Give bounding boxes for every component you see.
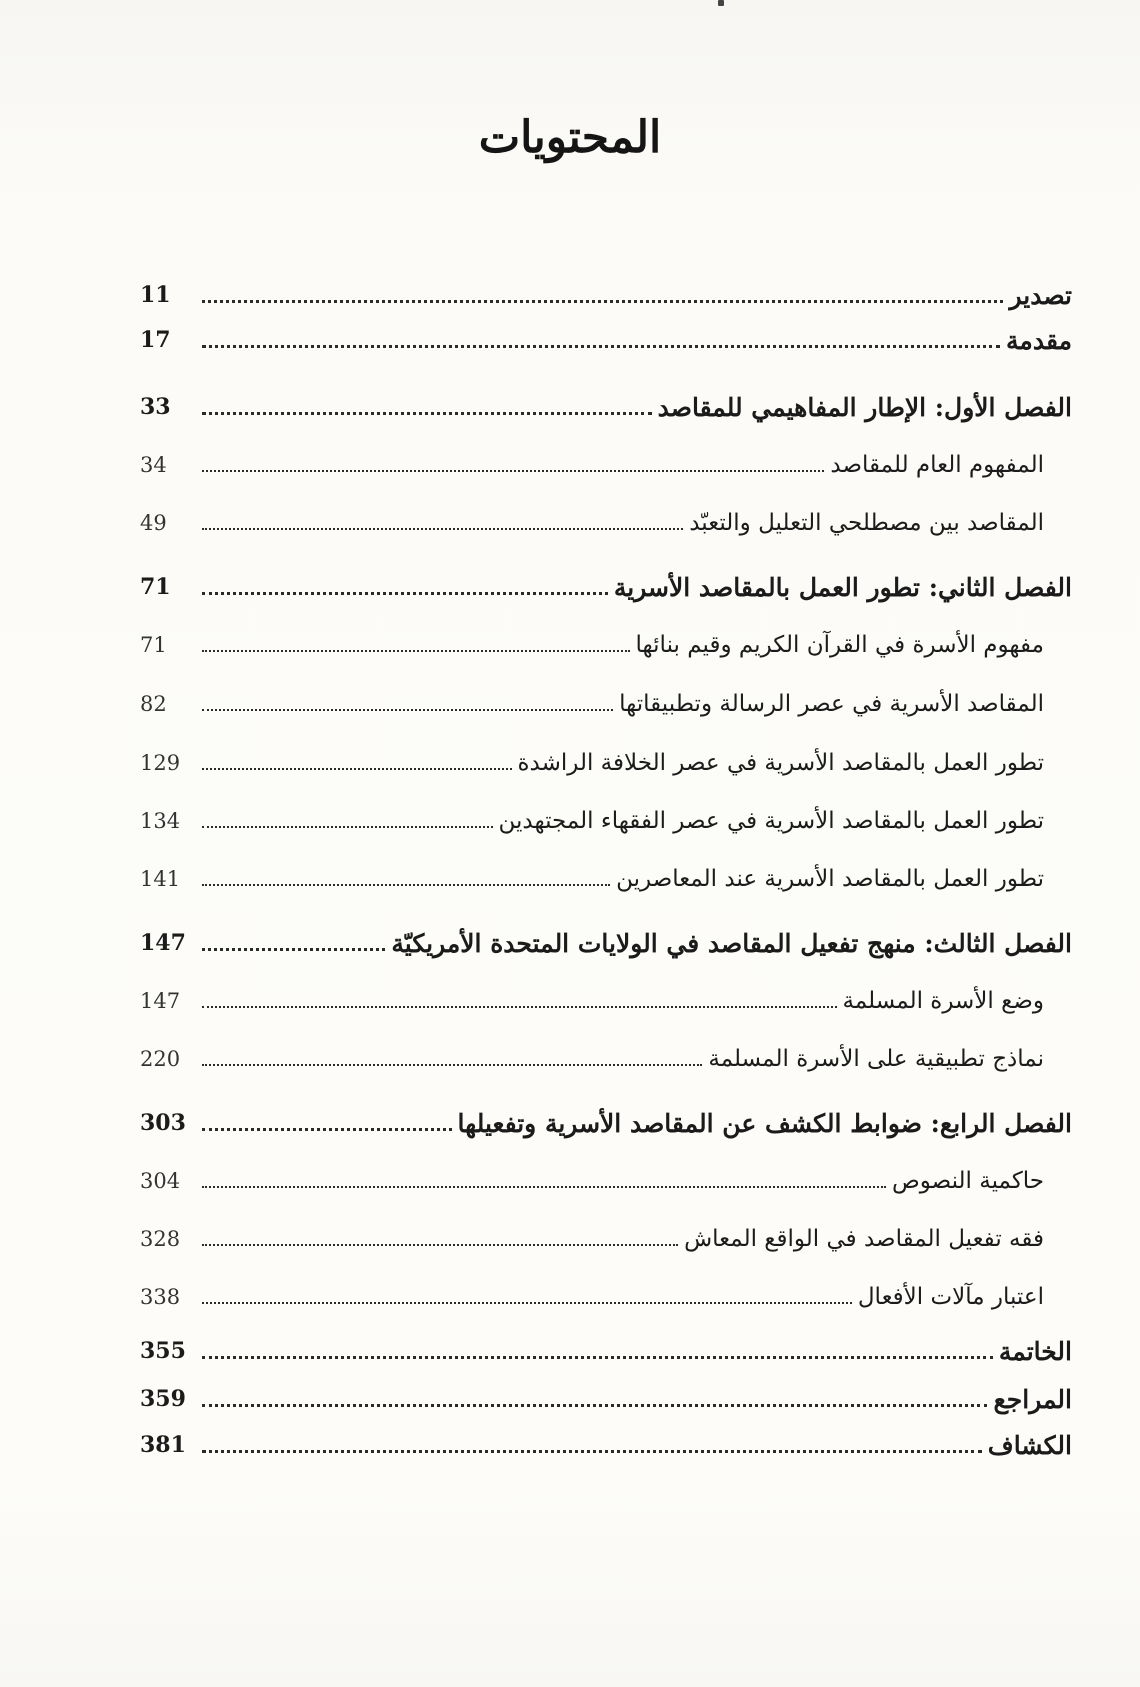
toc-entry-label: الفصل الرابع: ضوابط الكشف عن المقاصد الأسرية وتفعيلها [457, 1108, 1072, 1138]
toc-entry-label: تطور العمل بالمقاصد الأسرية عند المعاصرين [616, 866, 1044, 892]
toc-entry [140, 1428, 1072, 1462]
toc-entry [140, 862, 1072, 896]
toc-page-number: 141 [140, 867, 181, 891]
toc-entry-label: نماذج تطبيقية على الأسرة المسلمة [708, 1046, 1044, 1072]
toc-entry [140, 984, 1072, 1018]
toc-entry-label: اعتبار مآلات الأفعال [857, 1284, 1044, 1310]
toc-entry-label: الفصل الثالث: منهج تفعيل المقاصد في الولايات المتحدة الأمريكيّة [391, 928, 1072, 958]
toc-entry-label: تصدير [1009, 280, 1072, 310]
toc-entry [140, 804, 1072, 838]
toc-page-number: 129 [140, 751, 181, 775]
toc-entry-label: الفصل الثاني: تطور العمل بالمقاصد الأسرية [613, 572, 1072, 602]
toc-entry [140, 746, 1072, 780]
dot-leader [202, 1186, 886, 1188]
toc-entry-label: الخاتمة [998, 1336, 1072, 1366]
toc-page-number: 338 [140, 1285, 181, 1309]
dot-leader [202, 768, 512, 770]
toc-entry [140, 1222, 1072, 1256]
dot-leader [202, 709, 613, 711]
toc-entry [140, 926, 1072, 960]
toc-page-number: 381 [140, 1432, 186, 1458]
toc-entry-label: مفهوم الأسرة في القرآن الكريم وقيم بنائها [635, 632, 1044, 658]
toc-page-number: 220 [140, 1047, 181, 1071]
toc-entry-label: مقدمة [1006, 325, 1072, 355]
toc-entry-label: المفهوم العام للمقاصد [830, 452, 1044, 478]
toc-entry-label: فقه تفعيل المقاصد في الواقع المعاش [684, 1226, 1044, 1252]
toc-page-number: 11 [140, 282, 171, 308]
toc-page-number: 82 [140, 692, 167, 716]
toc-page-number: 359 [140, 1386, 186, 1412]
toc-page-number: 33 [140, 394, 171, 420]
toc-page-number: 328 [140, 1227, 181, 1251]
dot-leader [202, 1404, 987, 1407]
toc-entry [140, 448, 1072, 482]
toc-page-number: 304 [140, 1169, 181, 1193]
toc-entry [140, 1106, 1072, 1140]
toc-entry [140, 628, 1072, 662]
toc-entry [140, 278, 1072, 312]
toc-entry-label: المقاصد الأسرية في عصر الرسالة وتطبيقاتها [619, 691, 1044, 717]
toc-entry [140, 1334, 1072, 1368]
toc-entry [140, 506, 1072, 540]
dot-leader [202, 592, 608, 595]
dot-leader [202, 1128, 452, 1131]
toc-page-number: 34 [140, 453, 167, 477]
toc-entry [140, 323, 1072, 357]
dot-leader [202, 528, 683, 530]
toc-entry [140, 1382, 1072, 1416]
dot-leader [202, 345, 1000, 348]
dot-leader [202, 1244, 678, 1246]
toc-entry [140, 1280, 1072, 1314]
toc-page-number: 134 [140, 809, 181, 833]
dot-leader [202, 300, 1003, 303]
toc-entry-label: تطور العمل بالمقاصد الأسرية في عصر الفقهاء المجتهدين [498, 808, 1044, 834]
toc-entry [140, 1042, 1072, 1076]
toc-page-number: 71 [140, 633, 167, 657]
toc-page-number: 147 [140, 930, 186, 956]
toc-entry-label: تطور العمل بالمقاصد الأسرية في عصر الخلافة الراشدة [517, 750, 1044, 776]
toc-page-number: 71 [140, 574, 171, 600]
toc-entry [140, 390, 1072, 424]
toc-entry-label: وضع الأسرة المسلمة [842, 988, 1044, 1014]
dot-leader [202, 470, 824, 472]
dot-leader [202, 826, 493, 828]
dot-leader [202, 884, 610, 886]
dot-leader [202, 412, 652, 415]
toc-entry-label: حاكمية النصوص [891, 1168, 1044, 1194]
toc-page-number: 17 [140, 327, 171, 353]
toc-entry [140, 1164, 1072, 1198]
toc-entry-label: الكشاف [987, 1430, 1072, 1460]
toc-entry-label: الفصل الأول: الإطار المفاهيمي للمقاصد [657, 392, 1072, 422]
toc-page-number: 303 [140, 1110, 186, 1136]
dot-leader [202, 1064, 702, 1066]
toc-page-number: 355 [140, 1338, 186, 1364]
toc-entry-label: المراجع [993, 1384, 1072, 1414]
dot-leader [202, 1356, 993, 1359]
toc-entry [140, 570, 1072, 604]
dot-leader [202, 1302, 852, 1304]
dot-leader [202, 1006, 837, 1008]
toc-page-number: 147 [140, 989, 181, 1013]
dot-leader [202, 1450, 982, 1453]
toc-entry-label: المقاصد بين مصطلحي التعليل والتعبّد [689, 510, 1044, 536]
dot-leader [202, 948, 385, 951]
page-title: المحتويات [478, 112, 662, 163]
toc-entry [140, 687, 1072, 721]
dot-leader [202, 650, 630, 652]
toc-page-number: 49 [140, 511, 167, 535]
print-mark [718, 0, 724, 6]
